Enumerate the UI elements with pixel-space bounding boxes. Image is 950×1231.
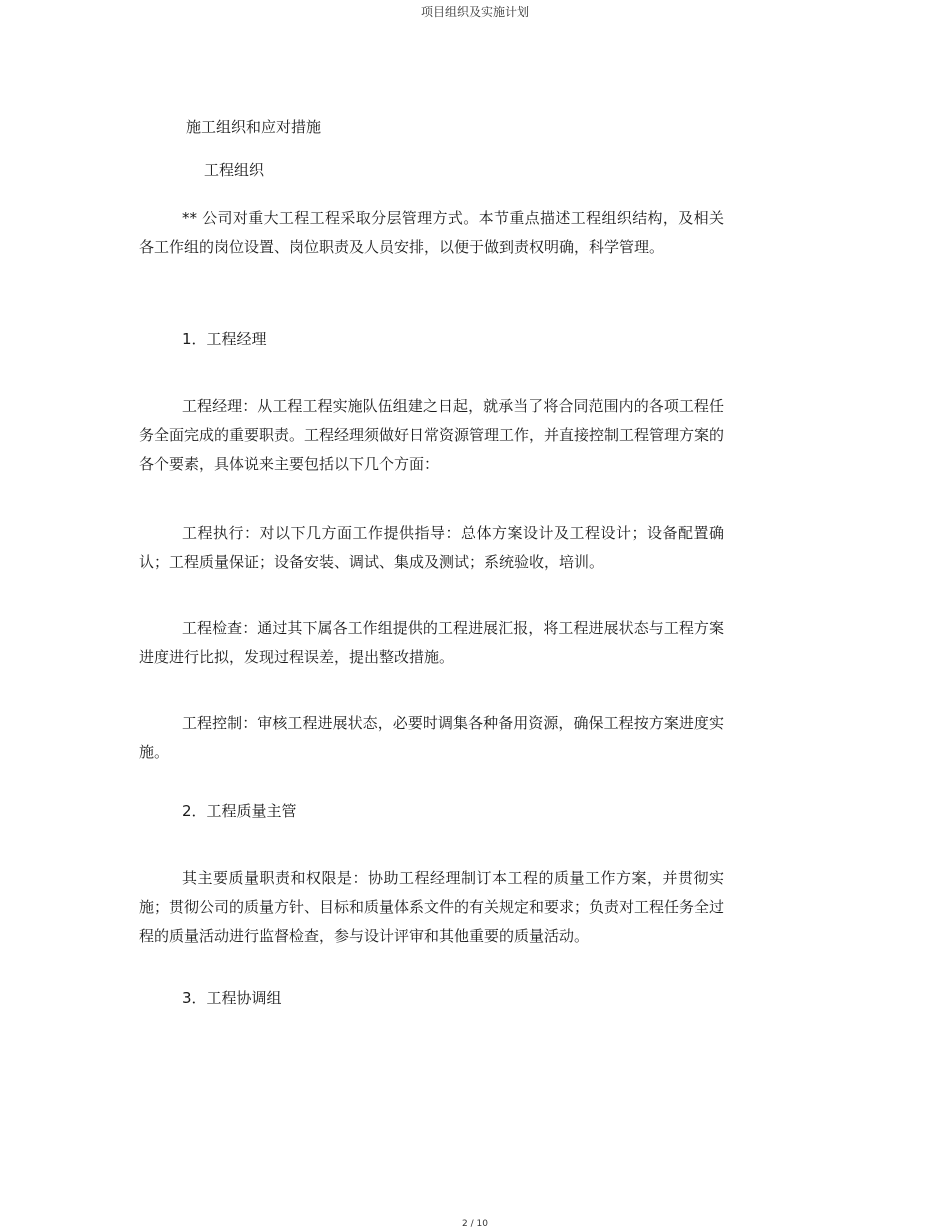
subsection-title: 工程组织 bbox=[204, 161, 265, 179]
intro-paragraph: ** 公司对重大工程工程采取分层管理方式。本节重点描述工程组织结构，及相关各工作组的岗位设置、岗位职责及人员安排，以便于做到责权明确，科学管理。 bbox=[139, 209, 724, 256]
heading-project-manager: 1．工程经理 bbox=[182, 330, 267, 348]
section-title: 施工组织和应对措施 bbox=[186, 118, 322, 136]
quality-description-paragraph: 其主要质量职责和权限是：协助工程经理制订本工程的质量工作方案，并贯彻实施；贯彻公司的质量方针、目标和质量体系文件的有关规定和要求；负责对工程任务全过程的质量活动进行监督检查，参与设计评审和其他重要的质量活动。 bbox=[139, 869, 725, 945]
running-header: 项目组织及实施计划 bbox=[420, 5, 529, 19]
inspection-paragraph: 工程检查：通过其下属各工作组提供的工程进展汇报，将工程进展状态与工程方案进度进行比拟，发现过程误差，提出整改措施。 bbox=[139, 619, 724, 666]
execution-paragraph: 工程执行：对以下几方面工作提供指导：总体方案设计及工程设计；设备配置确认；工程质量保证；设备安装、调试、集成及测试；系统验收，培训。 bbox=[139, 524, 724, 571]
page-number: 2 / 10 bbox=[462, 1219, 488, 1229]
manager-description-paragraph: 工程经理：从工程工程实施队伍组建之日起，就承当了将合同范围内的各项工程任务全面完成的重要职责。工程经理须做好日常资源管理工作，并直接控制工程管理方案的各个要素，具体说来主要包括以下几个方面： bbox=[139, 397, 725, 473]
heading-coordination-group: 3．工程协调组 bbox=[182, 989, 282, 1007]
heading-quality-supervisor: 2．工程质量主管 bbox=[182, 802, 297, 820]
control-paragraph: 工程控制：审核工程进展状态，必要时调集各种备用资源，确保工程按方案进度实施。 bbox=[139, 714, 724, 761]
